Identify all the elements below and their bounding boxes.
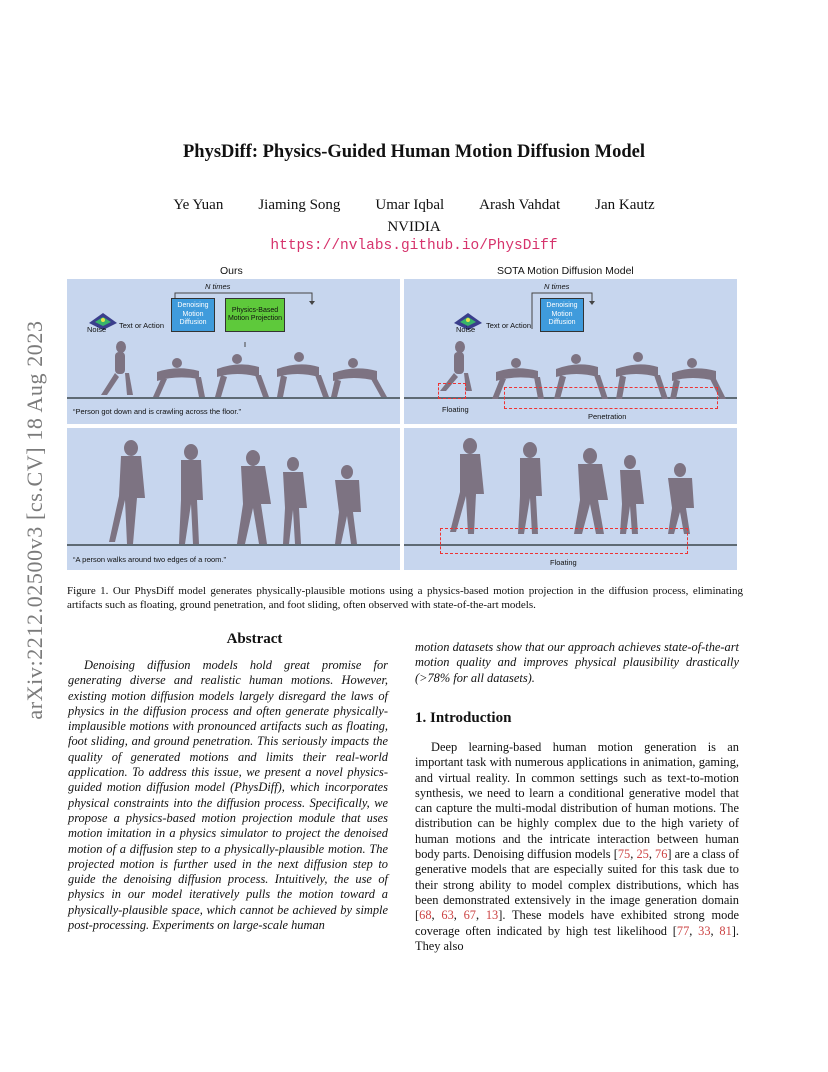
walk-figures-sota bbox=[448, 436, 737, 540]
ref-link[interactable]: 67 bbox=[463, 908, 476, 923]
paper-title: PhysDiff: Physics-Guided Human Motion Diffusion Model bbox=[182, 142, 646, 162]
panel-ours-walk bbox=[67, 428, 400, 570]
floating-marker bbox=[438, 383, 466, 399]
ref-link[interactable]: 75 bbox=[617, 847, 631, 862]
intro-text-2: ] are a class of generative models that are especially suited for this task due to their strong ability to model complex distributions, which has been demonstrated extensively in the image generation domain [ bbox=[415, 847, 739, 923]
author-list bbox=[0, 197, 828, 214]
ref-link[interactable]: 13 bbox=[485, 908, 499, 923]
noise-label: Noise bbox=[87, 325, 107, 334]
arxiv-sidebar bbox=[22, 280, 48, 760]
abstract-heading: Abstract bbox=[226, 631, 283, 647]
crawl-figures bbox=[87, 337, 387, 399]
intro-text-4: ]. They also bbox=[415, 923, 739, 953]
n-times-label: N times bbox=[205, 282, 231, 291]
intro-text: Deep learning-based human motion generation is an important task with numerous applications in animation, gaming, and virtual reality. In common settings such as text-to-motion synthesis, we need to learn a conditional generative model that can capture the multi-modal distribution of human motions. The distribution can be highly complex due to the high variety of human motions and the intricate interaction between human body parts. Denoising diffusion models [75, 25, 76] are a class of generative models that are especially suited for this task due to their strong ability to model complex distributions, which has been demonstrated extensively in the image generation domain [68, 63, 67, 13]. These models have exhibited strong mode coverage often indicated by high test likelihood [77, 33, 81]. They also bbox=[415, 740, 740, 953]
ref-link[interactable]: 81 bbox=[719, 923, 732, 938]
author: Arash Vahdat bbox=[479, 197, 561, 213]
floating-label: Floating bbox=[442, 405, 469, 414]
author: Jiaming Song bbox=[258, 197, 341, 213]
ref-link[interactable]: 33 bbox=[698, 923, 711, 938]
panel-ours-crawl bbox=[67, 279, 400, 424]
panel-sota-crawl bbox=[404, 279, 737, 424]
figure-caption: Figure 1. Our PhysDiff model generates physically-plausible motions using a physics-based motion projection in the diffusion process, eliminating artifacts such as floating, ground penetration, and foot sliding, often observed with state-of-the-art models. bbox=[67, 585, 743, 611]
intro-heading: 1. Introduction bbox=[415, 710, 512, 726]
intro-text-3: ]. These models have exhibited strong mode coverage often indicated by high test likelihood [ bbox=[415, 908, 740, 938]
ref-link[interactable]: 25 bbox=[636, 847, 649, 862]
abstract-text: Denoising diffusion models hold great promise for generating diverse and realistic human motions. However, existing motion diffusion models largely disregard the laws of physics in the diffusion process and often generate physically-implausible motions with pronounced artifacts such as floating, foot sliding, and ground penetration. This seriously impacts the quality of generated motions and limits their real-world application. To address this issue, we present a novel physics-guided motion diffusion model (PhysDiff), which incorporates physical constraints into the diffusion process. Specifically, we propose a physics-based motion projection module that uses motion imitation in a physics simulator to project the denoised motion of a diffusion step to a physically-plausible motion. The projected motion is further used in the next diffusion step to guide the denoising diffusion process. Intuitively, the use of physics in our model iteratively pulls the motion toward a physically-plausible space, which cannot be achieved by simple post-processing. Experiments on large-scale human bbox=[68, 658, 388, 933]
panel-sota-walk bbox=[404, 428, 737, 570]
noise-label: Noise bbox=[456, 325, 476, 334]
intro-text-1: Deep learning-based human motion generation is an important task with numerous applications in animation, gaming, and virtual reality. In common settings such as text-to-motion synthesis, we need to learn a conditional generative model that can capture the multi-modal distribution of human motions. The distribution can be highly complex due to the high variety of human motions and the intricate interaction between human body parts. Denoising diffusion models [ bbox=[415, 740, 739, 862]
author: Ye Yuan bbox=[173, 197, 224, 213]
ref-link[interactable]: 68 bbox=[419, 908, 432, 923]
author: Umar Iqbal bbox=[375, 197, 445, 213]
floating-marker-walk bbox=[440, 528, 688, 554]
label-sota: SOTA Motion Diffusion Model bbox=[497, 265, 634, 277]
penetration-marker bbox=[504, 387, 718, 409]
arxiv-id: arXiv:2212.02500v3 [cs.CV] 18 Aug 2023 bbox=[22, 320, 47, 720]
walk-figures bbox=[107, 438, 397, 546]
denoise-box: Denoising Motion Diffusion bbox=[540, 298, 584, 332]
text-or-action-label: Text or Action bbox=[119, 321, 165, 330]
floating-label-walk: Floating bbox=[550, 558, 577, 567]
physics-box: Physics-Based Motion Projection bbox=[225, 298, 285, 332]
caption-top: “Person got down and is crawling across the floor.” bbox=[73, 407, 241, 416]
caption-bottom: “A person walks around two edges of a room.” bbox=[73, 555, 226, 564]
label-ours: Ours bbox=[220, 265, 243, 277]
penetration-label: Penetration bbox=[588, 412, 627, 421]
ref-link[interactable]: 63 bbox=[441, 908, 454, 923]
ref-link[interactable]: 76 bbox=[655, 847, 668, 862]
denoise-box: Denoising Motion Diffusion bbox=[171, 298, 215, 332]
ref-link[interactable]: 77 bbox=[676, 923, 690, 938]
n-times-label: N times bbox=[544, 282, 570, 291]
project-url[interactable]: https://nvlabs.github.io/PhysDiff bbox=[270, 238, 558, 254]
abstract-continued: motion datasets show that our approach achieves state-of-the-art motion quality and improves physical plausibility drastically (>78% for all datasets). bbox=[415, 640, 739, 685]
author: Jan Kautz bbox=[595, 197, 655, 213]
affiliation: NVIDIA bbox=[387, 219, 441, 235]
text-or-action-label: Text or Action bbox=[486, 321, 532, 330]
